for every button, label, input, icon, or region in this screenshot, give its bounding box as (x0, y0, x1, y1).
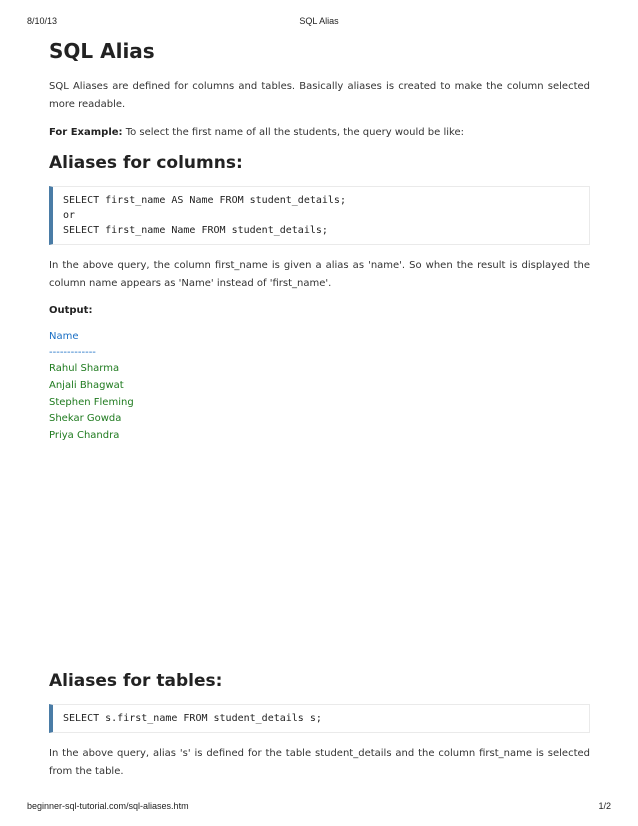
print-date: 8/10/13 (27, 16, 58, 26)
tables-code-block (49, 704, 590, 733)
output-column-rule: ------------- (49, 347, 96, 358)
tables-explanation: In the above query, alias 's' is defined for the table student_details and the column first_name is selected from the table. (49, 748, 590, 777)
code-line: SELECT s.first_name FROM student_details s; (63, 713, 322, 724)
list-item: Rahul Sharma (49, 363, 120, 374)
example-label: For Example: (49, 127, 123, 138)
page-number: 1/2 (598, 801, 611, 811)
output-list (49, 361, 590, 445)
list-item: Priya Chandra (49, 430, 120, 442)
code-line: or (63, 210, 76, 221)
tables-section (49, 670, 590, 791)
code-line: SELECT first_name AS Name FROM student_details; (63, 195, 346, 206)
print-title: SQL Alias (299, 16, 339, 26)
columns-code-block (49, 186, 590, 245)
example-paragraph (49, 124, 590, 142)
article (49, 38, 590, 445)
output-label: Output: (49, 305, 93, 316)
print-header (0, 16, 638, 28)
tables-heading: Aliases for tables: (49, 671, 223, 691)
code-line: SELECT first_name Name FROM student_details; (63, 225, 328, 236)
list-item: Anjali Bhagwat (49, 379, 124, 391)
page-title: SQL Alias (49, 39, 155, 63)
columns-explanation: In the above query, the column first_name is given a alias as 'name'. So when the result is displayed the column name appears as 'Name' instead of 'first_name'. (49, 260, 590, 289)
list-item: Stephen Fleming (49, 396, 134, 408)
intro-paragraph: SQL Aliases are defined for columns and tables. Basically aliases is created to make the column selected more readable. (49, 81, 590, 110)
output-column-header: Name (49, 331, 79, 342)
example-text: To select the first name of all the students, the query would be like: (122, 127, 464, 138)
list-item: Shekar Gowda (49, 413, 122, 425)
columns-heading: Aliases for columns: (49, 153, 243, 173)
print-url: beginner-sql-tutorial.com/sql-aliases.htm (27, 801, 189, 811)
print-footer (0, 801, 638, 813)
